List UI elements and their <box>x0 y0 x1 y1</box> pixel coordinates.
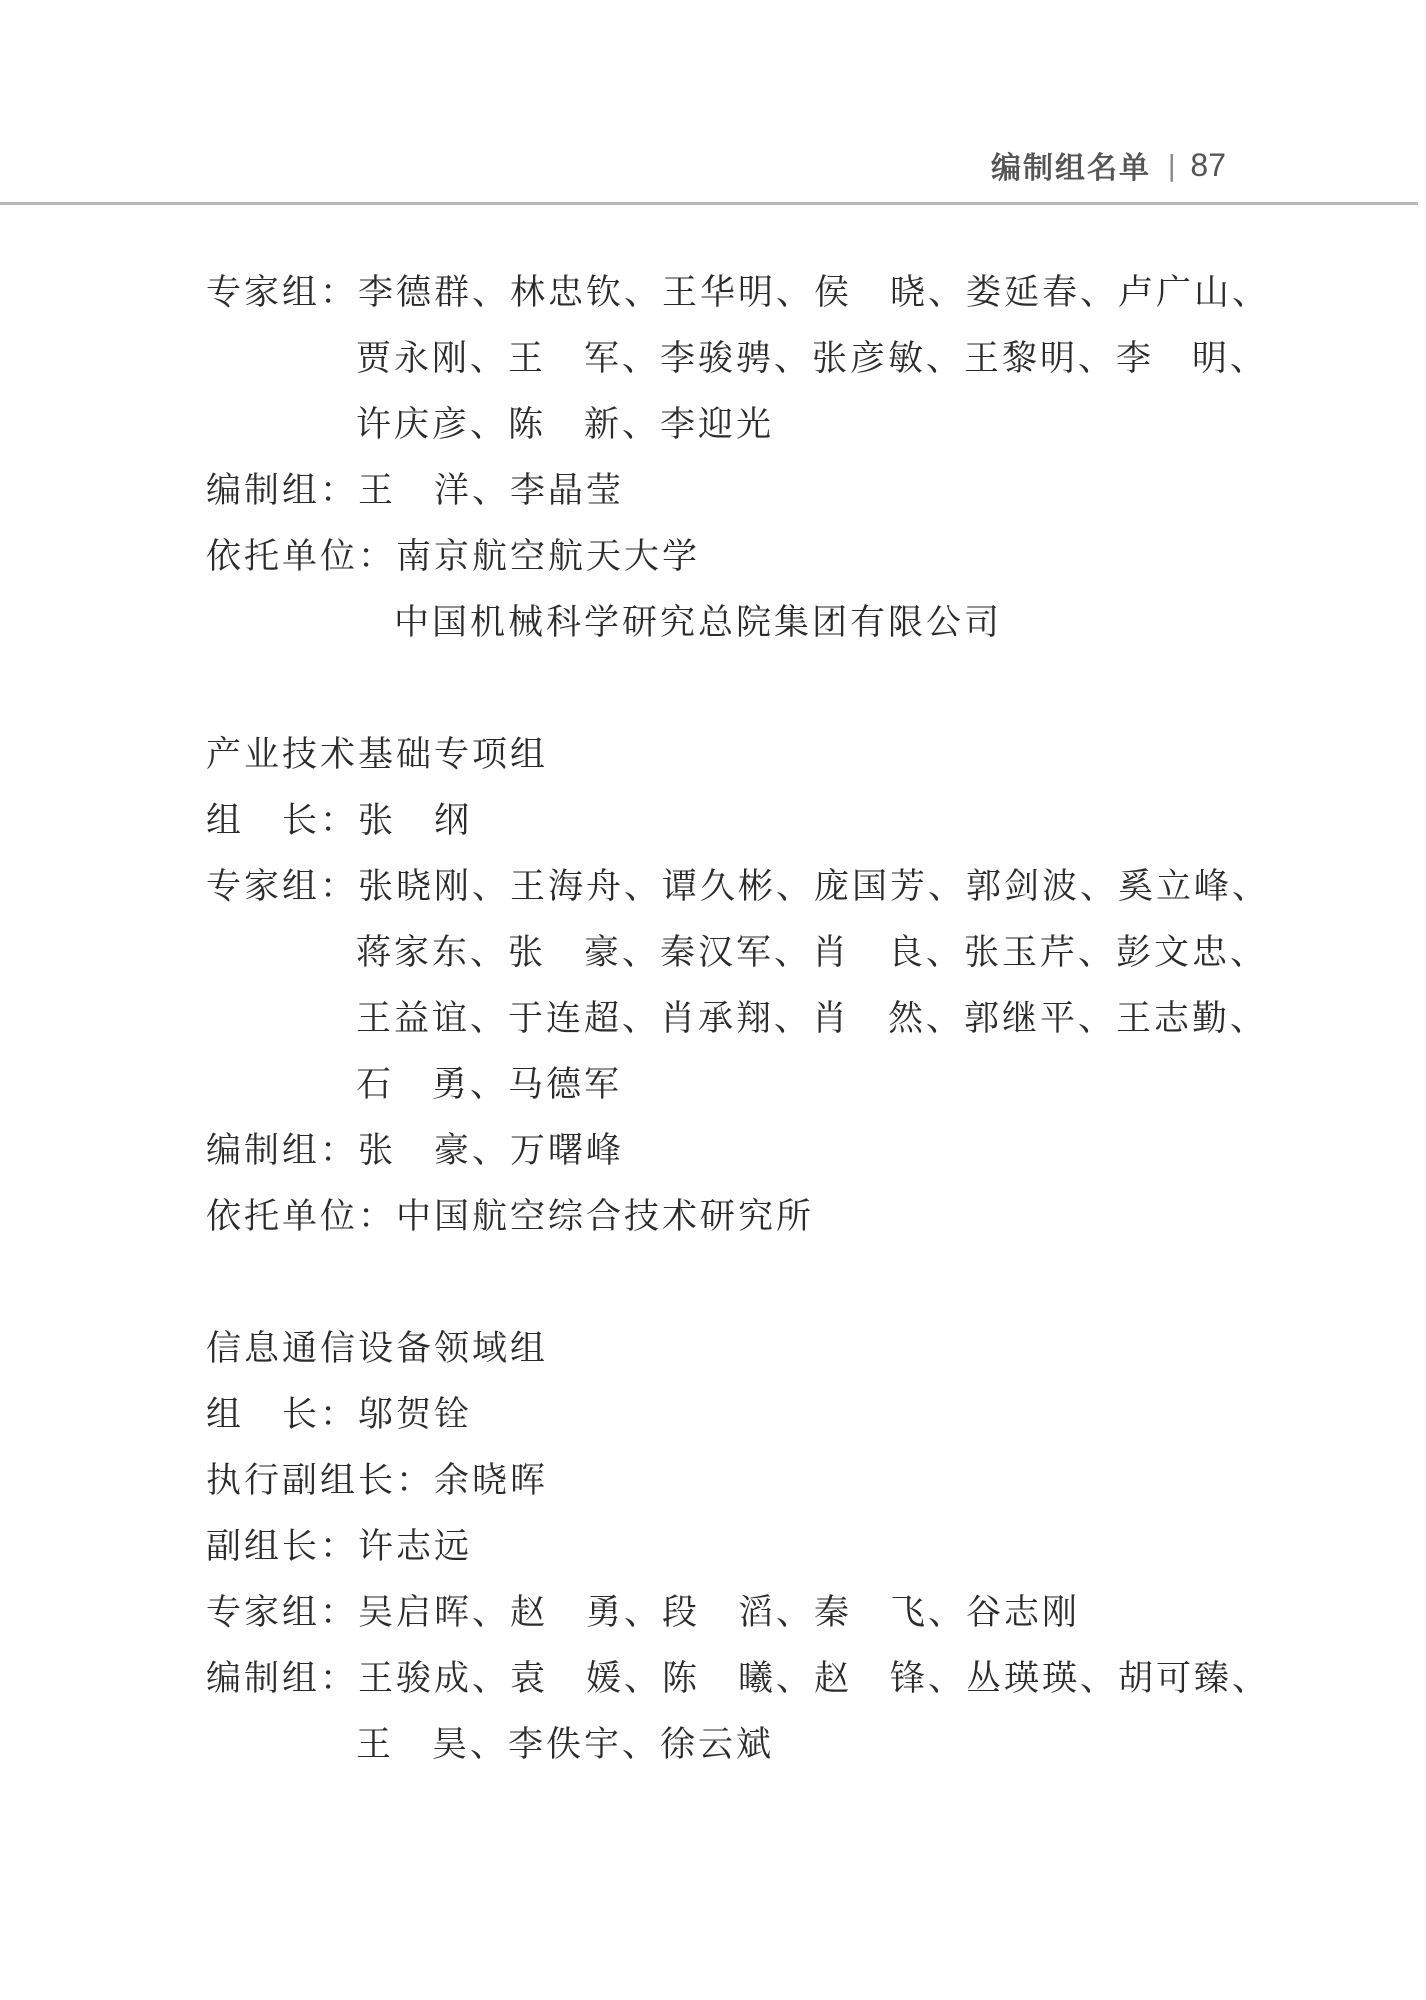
section-heading: 产业技术基础专项组 <box>206 735 549 775</box>
section-gap <box>206 656 1266 722</box>
deputy-name: 许志远 <box>358 1527 473 1567</box>
editors-names: 张 豪、万曙峰 <box>358 1131 625 1171</box>
running-header <box>991 140 1226 190</box>
header-separator: | <box>1166 148 1177 182</box>
experts-names-cont: 王益谊、于连超、肖承翔、肖 然、郭继平、王志勤、 <box>356 999 1269 1039</box>
experts-row <box>206 1580 1266 1646</box>
experts-names: 张晓刚、王海舟、谭久彬、庞国芳、郭剑波、奚立峰、 <box>358 867 1271 907</box>
leader-label: 组 长： <box>206 1395 359 1435</box>
experts-names-cont: 石 勇、马德军 <box>356 1065 623 1105</box>
deputy-label: 副组长： <box>206 1527 359 1567</box>
exec-deputy-row <box>206 1448 1266 1514</box>
unit-row <box>206 1184 1266 1250</box>
experts-names: 李德群、林忠钦、王华明、侯 晓、娄延春、卢广山、 <box>358 273 1271 313</box>
experts-label: 专家组： <box>206 1593 359 1633</box>
editors-label: 编制组： <box>206 471 359 511</box>
header-title: 编制组名单 <box>990 151 1151 186</box>
unit-label: 依托单位： <box>206 1197 397 1237</box>
editors-names: 王 洋、李晶莹 <box>358 471 625 511</box>
page-number: 87 <box>1190 146 1226 183</box>
editors-row <box>206 1118 1266 1184</box>
leader-row <box>206 1382 1266 1448</box>
experts-names-cont: 蒋家东、张 豪、秦汉军、肖 良、张玉芹、彭文忠、 <box>356 933 1269 973</box>
section-gap <box>206 1250 1266 1316</box>
experts-label: 专家组： <box>206 867 359 907</box>
deputy-row <box>206 1514 1266 1580</box>
unit-label: 依托单位： <box>206 537 397 577</box>
unit-name: 南京航空航天大学 <box>396 537 701 577</box>
experts-row <box>206 260 1271 326</box>
unit-name: 中国航空综合技术研究所 <box>396 1197 815 1237</box>
exec-deputy-name: 余晓晖 <box>434 1461 549 1501</box>
editors-names: 王骏成、袁 媛、陈 曦、赵 锋、丛瑛瑛、胡可臻、 <box>358 1659 1271 1699</box>
section-heading: 信息通信设备领域组 <box>206 1329 549 1369</box>
unit-row <box>206 524 1266 590</box>
editors-row <box>206 1646 1271 1712</box>
leader-name: 邬贺铨 <box>358 1395 473 1435</box>
editors-names-cont: 王 昊、李佚宇、徐云斌 <box>356 1725 775 1765</box>
editors-label: 编制组： <box>206 1659 359 1699</box>
leader-row <box>206 788 1266 854</box>
editors-row <box>206 458 1266 524</box>
page-body <box>206 260 1271 1778</box>
experts-label: 专家组： <box>206 273 359 313</box>
experts-names-cont: 贾永刚、王 军、李骏骋、张彦敏、王黎明、李 明、 <box>356 339 1269 379</box>
unit-name-cont: 中国机械科学研究总院集团有限公司 <box>394 603 1003 643</box>
exec-deputy-label: 执行副组长： <box>206 1461 435 1501</box>
experts-names: 吴启晖、赵 勇、段 滔、秦 飞、谷志刚 <box>358 1593 1081 1633</box>
editors-label: 编制组： <box>206 1131 359 1171</box>
leader-label: 组 长： <box>206 801 359 841</box>
experts-row <box>206 854 1271 920</box>
experts-names-cont: 许庆彦、陈 新、李迎光 <box>356 405 775 445</box>
leader-name: 张 纲 <box>358 801 473 841</box>
header-rule <box>0 202 1418 205</box>
